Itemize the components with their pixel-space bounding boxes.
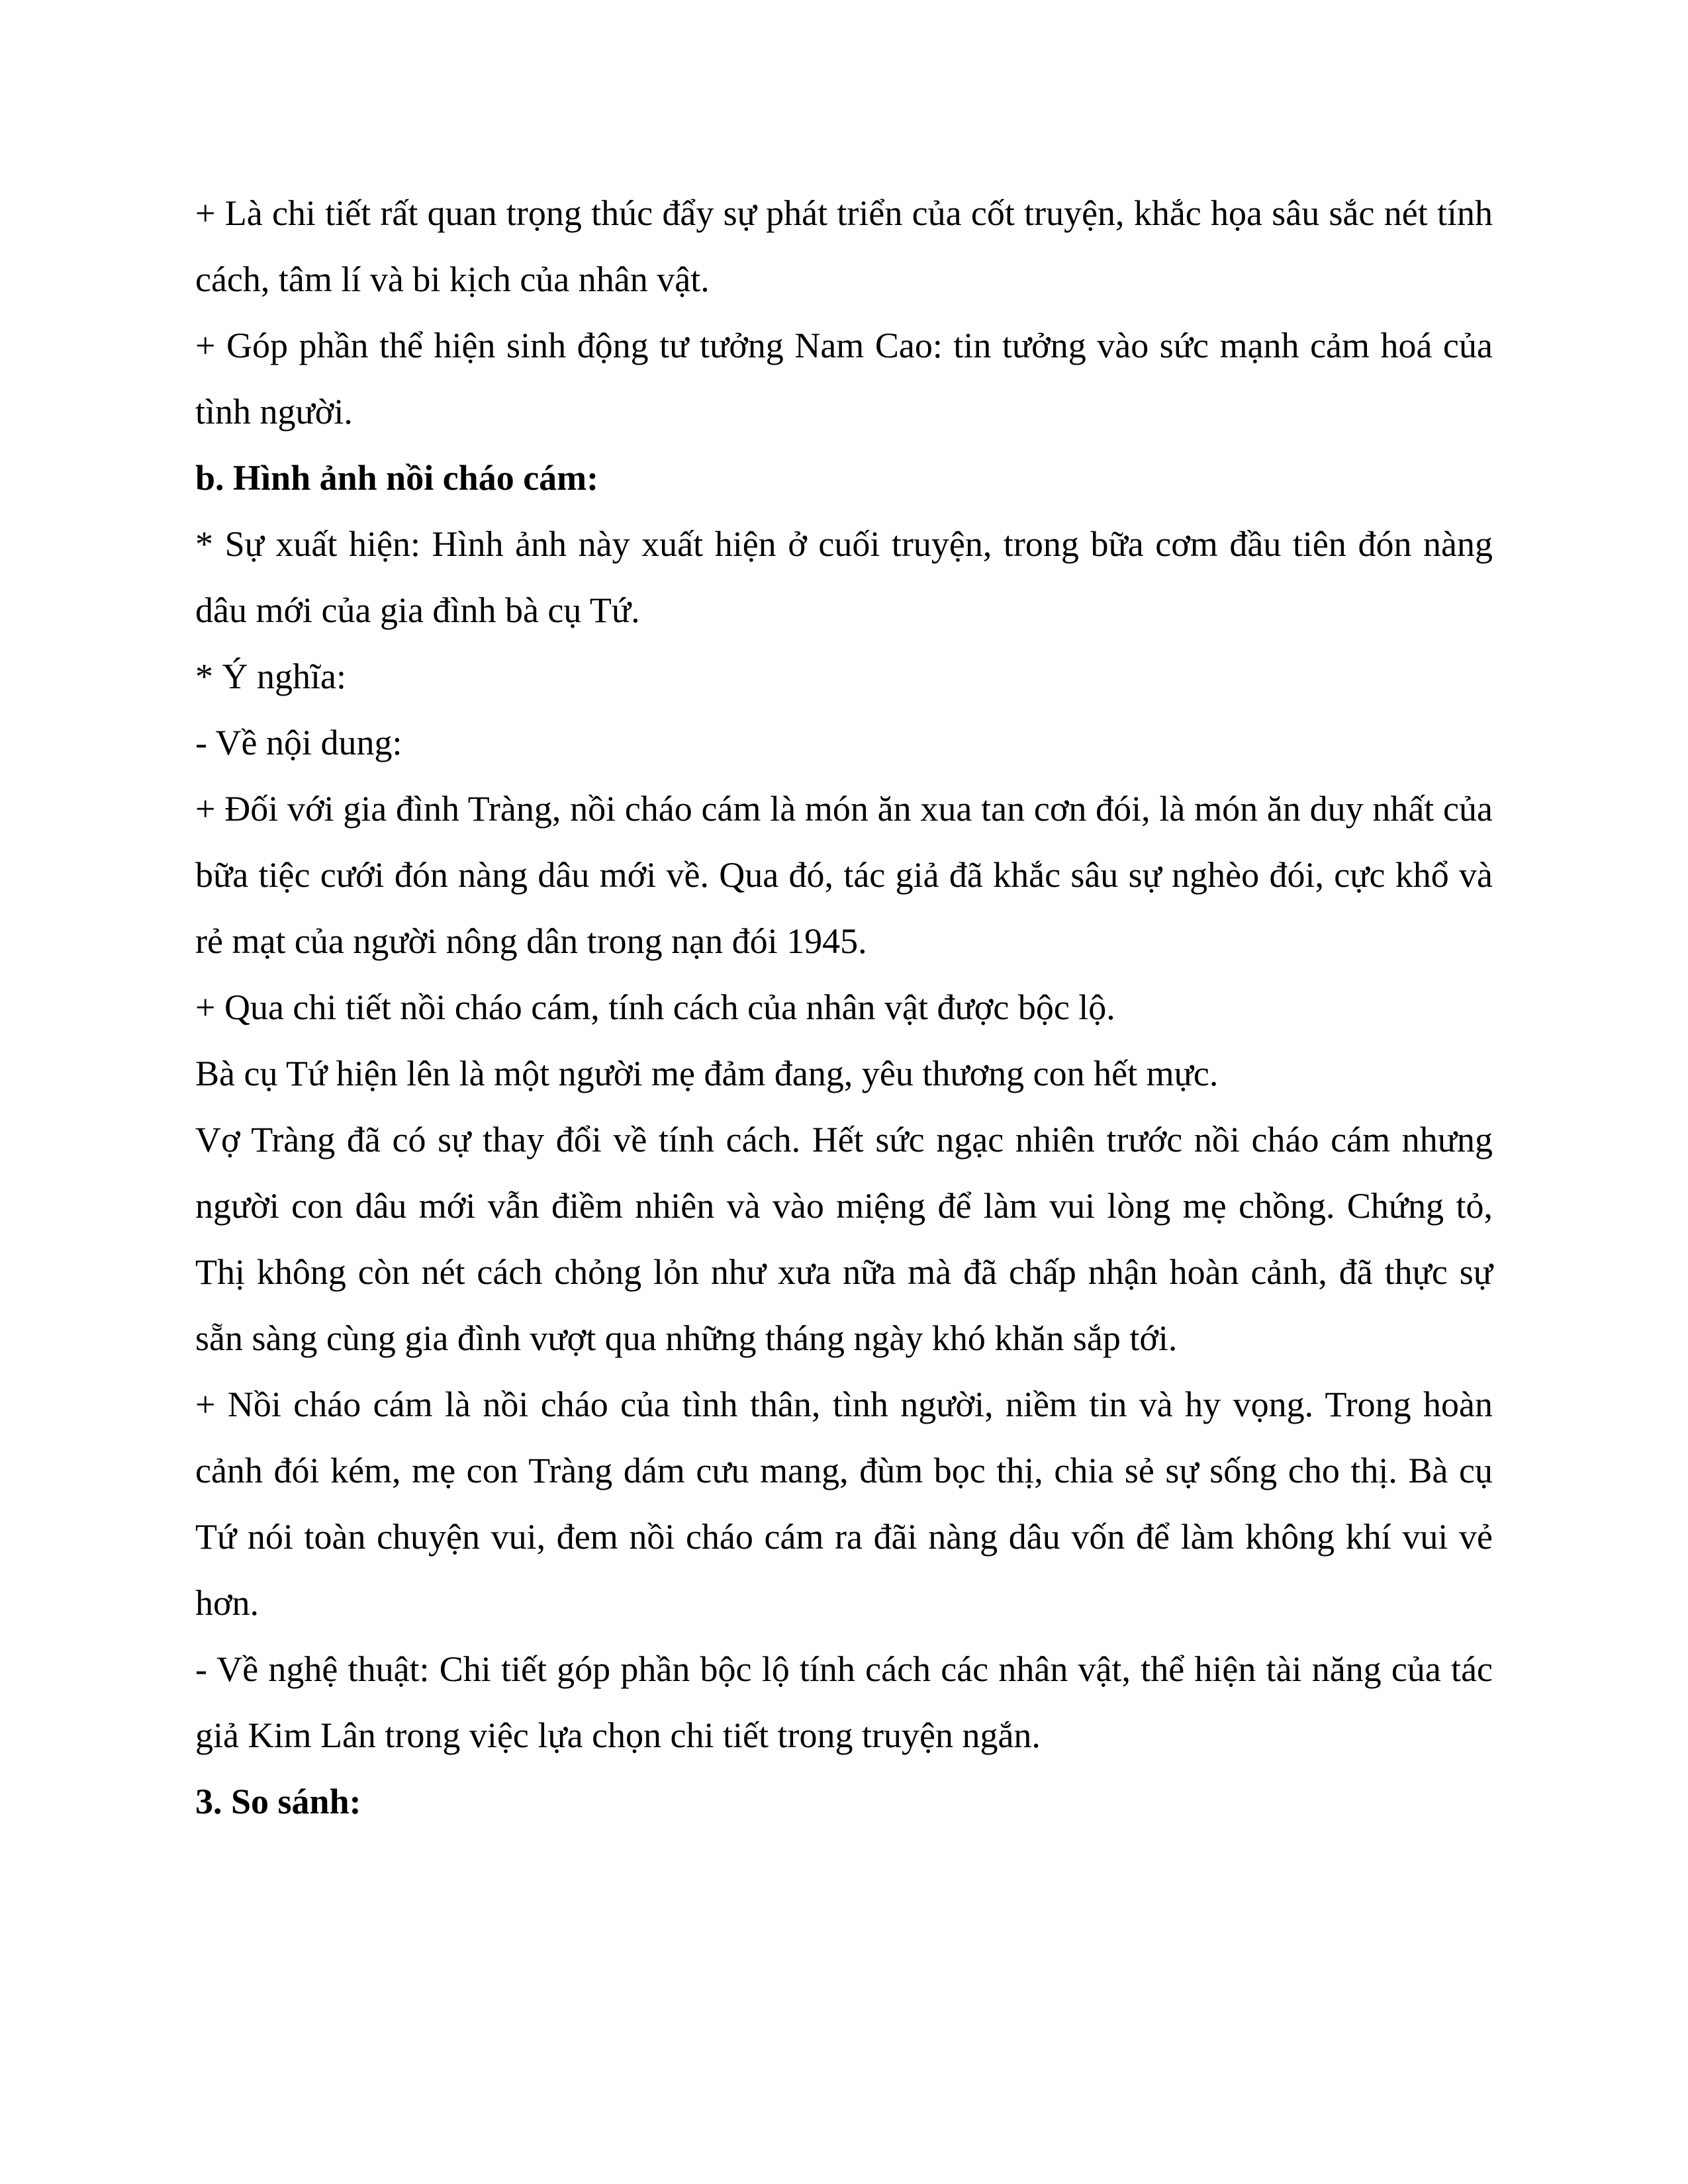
paragraph-family-love: + Nồi cháo cám là nồi cháo của tình thân, tình người, niềm tin và hy vọng. Trong hoàn cảnh đói kém, mẹ con Tràng dám cưu mang, đùm bọc thị, chia sẻ sự sống cho thị. Bà cụ Tứ nói toàn chuyện vui, đem nồi cháo cám ra đãi nàng dâu vốn để làm không khí vui vẻ hơn. bbox=[195, 1385, 1493, 1623]
paragraph-appearance: * Sự xuất hiện: Hình ảnh này xuất hiện ở cuối truyện, trong bữa cơm đầu tiên đón nàng dâu mới của gia đình bà cụ Tứ. bbox=[195, 524, 1493, 630]
section-heading-b: b. Hình ảnh nồi cháo cám: bbox=[195, 458, 599, 498]
paragraph-art: - Về nghệ thuật: Chi tiết góp phần bộc lộ tính cách các nhân vật, thể hiện tài năng của tác giả Kim Lân trong việc lựa chọn chi tiết trong truyện ngắn. bbox=[195, 1649, 1493, 1755]
paragraph-nam-cao-thought: + Góp phần thể hiện sinh động tư tưởng Nam Cao: tin tưởng vào sức mạnh cảm hoá của tình người. bbox=[195, 326, 1493, 432]
paragraph-content-label: - Về nội dung: bbox=[195, 723, 402, 762]
paragraph-trang-family: + Đối với gia đình Tràng, nồi cháo cám là món ăn xua tan cơn đói, là món ăn duy nhất của bữa tiệc cưới đón nàng dâu mới về. Qua đó, tác giả đã khắc sâu sự nghèo đói, cực khổ và rẻ mạt của người nông dân trong nạn đói 1945. bbox=[195, 789, 1493, 961]
paragraph-plot-detail: + Là chi tiết rất quan trọng thúc đẩy sự phát triển của cốt truyện, khắc họa sâu sắc nét tính cách, tâm lí và bi kịch của nhân vật. bbox=[195, 193, 1493, 299]
paragraph-character-revealed: + Qua chi tiết nồi cháo cám, tính cách của nhân vật được bộc lộ. bbox=[195, 987, 1115, 1027]
paragraph-meaning-label: * Ý nghĩa: bbox=[195, 657, 346, 696]
paragraph-ba-cu-tu: Bà cụ Tứ hiện lên là một người mẹ đảm đang, yêu thương con hết mực. bbox=[195, 1054, 1219, 1093]
section-heading-3: 3. So sánh: bbox=[195, 1782, 361, 1821]
paragraph-vo-trang: Vợ Tràng đã có sự thay đổi về tính cách. Hết sức ngạc nhiên trước nồi cháo cám nhưng người con dâu mới vẫn điềm nhiên và vào miệng để làm vui lòng mẹ chồng. Chứng tỏ, Thị không còn nét cách chỏng lỏn như xưa nữa mà đã chấp nhận hoàn cảnh, đã thực sự sẵn sàng cùng gia đình vượt qua những tháng ngày khó khăn sắp tới. bbox=[195, 1120, 1493, 1358]
document-page bbox=[195, 180, 1493, 1835]
